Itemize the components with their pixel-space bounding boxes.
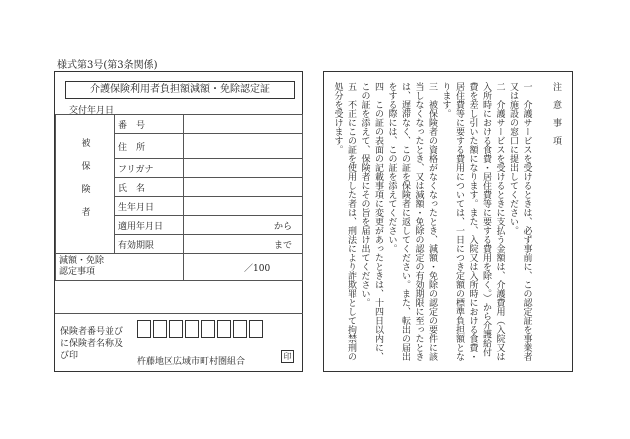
insured-group-label: 被保険者 xyxy=(56,115,115,254)
certificate-title: 介護保険利用者負担額減額・免除認定証 xyxy=(65,81,295,99)
insurer-number-box xyxy=(249,320,263,338)
insurer-number-box xyxy=(137,320,151,338)
reduction-label: 減額・免除 認定事項 xyxy=(56,254,184,281)
notes-section xyxy=(330,82,562,362)
issue-date-label: 交付年月日 xyxy=(69,106,115,116)
effective-date-label: 適用年月日 xyxy=(115,216,184,235)
insurer-section xyxy=(55,313,303,372)
certificate-back-panel xyxy=(323,71,573,372)
number-value xyxy=(184,115,303,134)
form-number: 様式第3号(第3条関係) xyxy=(57,60,158,71)
address-label: 住 所 xyxy=(115,134,184,159)
note-item: 三 被保険者の資格がなくなったとき、減額・免除の認定の要件に該当しなくなったとき、又は減額・免除の認定の有効期限に至ったときは、遅滞なく、この証を保険者に返してください。また、転出の届出をする際には、この証を添えてください。 xyxy=(386,82,437,361)
certificate-front-panel xyxy=(54,71,303,372)
insurer-label: 保険者番号並びに保険者名称及び印 xyxy=(60,327,124,361)
note-item: 一 介護サービスを受けるときは、必ず事前に、この認定証を事業者又は施設の窓口に提出してください。 xyxy=(508,82,532,361)
address-value xyxy=(184,134,303,159)
insured-table xyxy=(55,114,303,281)
insurer-number-box xyxy=(185,320,199,338)
effective-date-value: から xyxy=(184,216,303,235)
birthdate-label: 生年月日 xyxy=(115,197,184,216)
insurer-number-box xyxy=(153,320,167,338)
name-label: 氏 名 xyxy=(115,178,184,197)
notes-heading: 注意事項 xyxy=(551,82,561,154)
expiry-label: 有効期限 xyxy=(115,235,184,254)
insurer-number-boxes xyxy=(137,320,265,338)
note-item: 二 介護サービスを受けるときに支払う金額は、介護費用（入院又は入所時における食費・居住費等に要する費用を除く。）から介護給付費を差し引いた額になります。また、入院又は入所時における食費・居住費等に要する費用については、一日につき定額の標準負担額となります。 xyxy=(440,82,505,361)
birthdate-value xyxy=(184,197,303,216)
insurer-number-box xyxy=(169,320,183,338)
insurer-name: 杵藤地区広域市町村圏組合 xyxy=(137,357,246,367)
note-item: 五 不正にこの証を使用した者は、刑法により詐欺罪として拘禁刑の処分を受けます。 xyxy=(332,82,356,361)
insurer-number-box xyxy=(201,320,215,338)
insurer-number-box xyxy=(217,320,231,338)
expiry-value: まで xyxy=(184,235,303,254)
insurer-seal: 印 xyxy=(281,350,294,363)
name-value xyxy=(184,178,303,197)
insurer-number-box xyxy=(233,320,247,338)
furigana-value xyxy=(184,159,303,178)
furigana-label: フリガナ xyxy=(115,159,184,178)
note-item: 四 この証の表面の記載事項に変更があったときは、十四日以内に、この証を添えて、保険者にその旨を届け出てください。 xyxy=(359,82,383,361)
number-label: 番 号 xyxy=(115,115,184,134)
reduction-value: ／100 xyxy=(184,254,303,281)
